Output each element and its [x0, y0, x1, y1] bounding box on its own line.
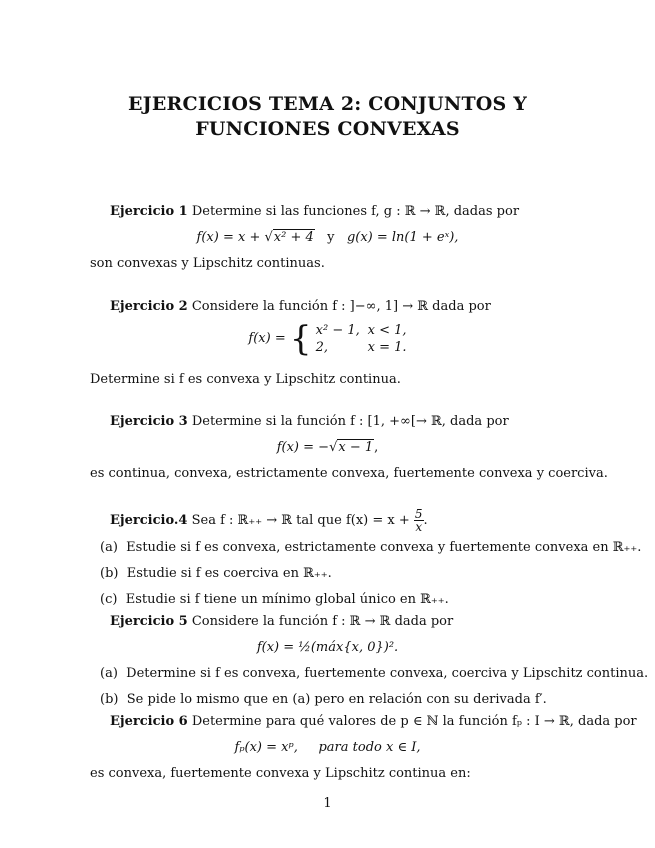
exercise-1-statement: Determine si las funciones f, g : ℝ → ℝ, dadas por: [191, 204, 520, 219]
fraction-numerator: 5: [414, 507, 423, 521]
exercise-5-formula: f(x) = ½(máx{x, 0})².: [256, 640, 399, 655]
exercise-2-formula: [0, 319, 655, 359]
item-marker: (b): [100, 566, 119, 581]
exercise-5-label: Ejercicio 5: [110, 614, 188, 629]
formula-f-sqrt: x² + 4: [273, 230, 314, 245]
exercise-4-item-b: [100, 566, 332, 582]
exercise-6-formula: fₚ(x) = xᵖ, para todo x ∈ I,: [234, 740, 421, 755]
exercise-4-item-c: [100, 592, 449, 608]
fraction-denominator: x: [415, 520, 423, 534]
title-line-1: EJERCICIOS TEMA 2: CONJUNTOS Y: [127, 93, 528, 115]
exercise-6-intro: [110, 714, 637, 730]
exercise-4-item-a: [100, 540, 641, 556]
exercise-6-closing: es convexa, fuertemente convexa y Lipschitz continua en:: [90, 766, 471, 781]
item-text: Estudie si f tiene un mínimo global único en ℝ₊₊.: [125, 592, 449, 607]
exercise-2-intro: [110, 299, 491, 315]
exercise-2-label: Ejercicio 2: [110, 299, 188, 314]
page-number: 1: [323, 796, 332, 811]
item-text: Estudie si f es coerciva en ℝ₊₊.: [126, 566, 332, 581]
piecewise-cases: [316, 322, 407, 356]
formula-f-lhs: f(x) = x +: [196, 230, 265, 245]
case-1-condition: x < 1,: [367, 323, 407, 338]
exercise-1-closing: son convexas y Lipschitz continuas.: [90, 256, 325, 271]
exercise-5-item-b: [100, 692, 547, 708]
item-marker: (a): [100, 666, 118, 681]
exercise-3-statement: Determine si la función f : [1, +∞[→ ℝ, dada por: [191, 414, 509, 429]
item-marker: (b): [100, 692, 119, 707]
exercise-4-label: Ejercicio.4: [110, 513, 188, 528]
exercise-3-formula: [0, 440, 655, 456]
formula-lhs: f(x) = −: [276, 440, 330, 455]
item-text: Determine si f es convexa, fuertemente convexa, coerciva y Lipschitz continua.: [126, 666, 649, 681]
formula-sqrt: x − 1: [338, 440, 374, 455]
case-2-value: 2,: [315, 340, 329, 355]
exercise-2-closing: Determine si f es convexa y Lipschitz continua.: [90, 372, 401, 387]
exercise-1-intro: [110, 204, 519, 220]
exercise-1-label: Ejercicio 1: [110, 204, 188, 219]
exercise-6-statement: Determine para qué valores de p ∈ ℕ la función fₚ : I → ℝ, dada por: [191, 714, 637, 729]
piecewise-lhs: f(x) =: [248, 331, 286, 346]
exercise-3-intro: [110, 414, 509, 430]
formula-g: g(x) = ln(1 + eˣ),: [346, 230, 459, 245]
exercise-6-label: Ejercicio 6: [110, 714, 188, 729]
exercise-5-statement: Considere la función f : ℝ → ℝ dada por: [191, 614, 454, 629]
item-marker: (a): [100, 540, 118, 555]
item-text: Se pide lo mismo que en (a) pero en relación con su derivada f′.: [126, 692, 547, 707]
case-1-value: x² − 1,: [315, 323, 360, 338]
sqrt-sign: √: [264, 230, 273, 245]
fraction-end: .: [423, 513, 428, 528]
exercise-1-formula: [0, 230, 655, 246]
item-text: Estudie si f es convexa, estrictamente convexa y fuertemente convexa en ℝ₊₊.: [126, 540, 642, 555]
exercise-4-intro: [110, 508, 428, 534]
formula-end: ,: [374, 440, 379, 455]
sqrt-sign: √: [329, 440, 338, 455]
fraction: [414, 508, 424, 533]
exercise-2-statement: Considere la función f : ]−∞, 1] → ℝ dada por: [191, 299, 491, 314]
exercise-4-statement: Sea f : ℝ₊₊ → ℝ tal que f(x) = x +: [191, 513, 414, 528]
formula-connector: y: [327, 230, 335, 245]
case-2-condition: x = 1.: [367, 340, 407, 355]
item-marker: (c): [100, 592, 118, 607]
exercise-3-label: Ejercicio 3: [110, 414, 188, 429]
exercise-5-item-a: [100, 666, 648, 682]
exercise-3-closing: es continua, convexa, estrictamente convexa, fuertemente convexa y coerciva.: [90, 466, 608, 481]
exercise-5-intro: [110, 614, 453, 630]
title-line-2: FUNCIONES CONVEXAS: [195, 118, 460, 140]
left-brace: {: [289, 319, 312, 359]
